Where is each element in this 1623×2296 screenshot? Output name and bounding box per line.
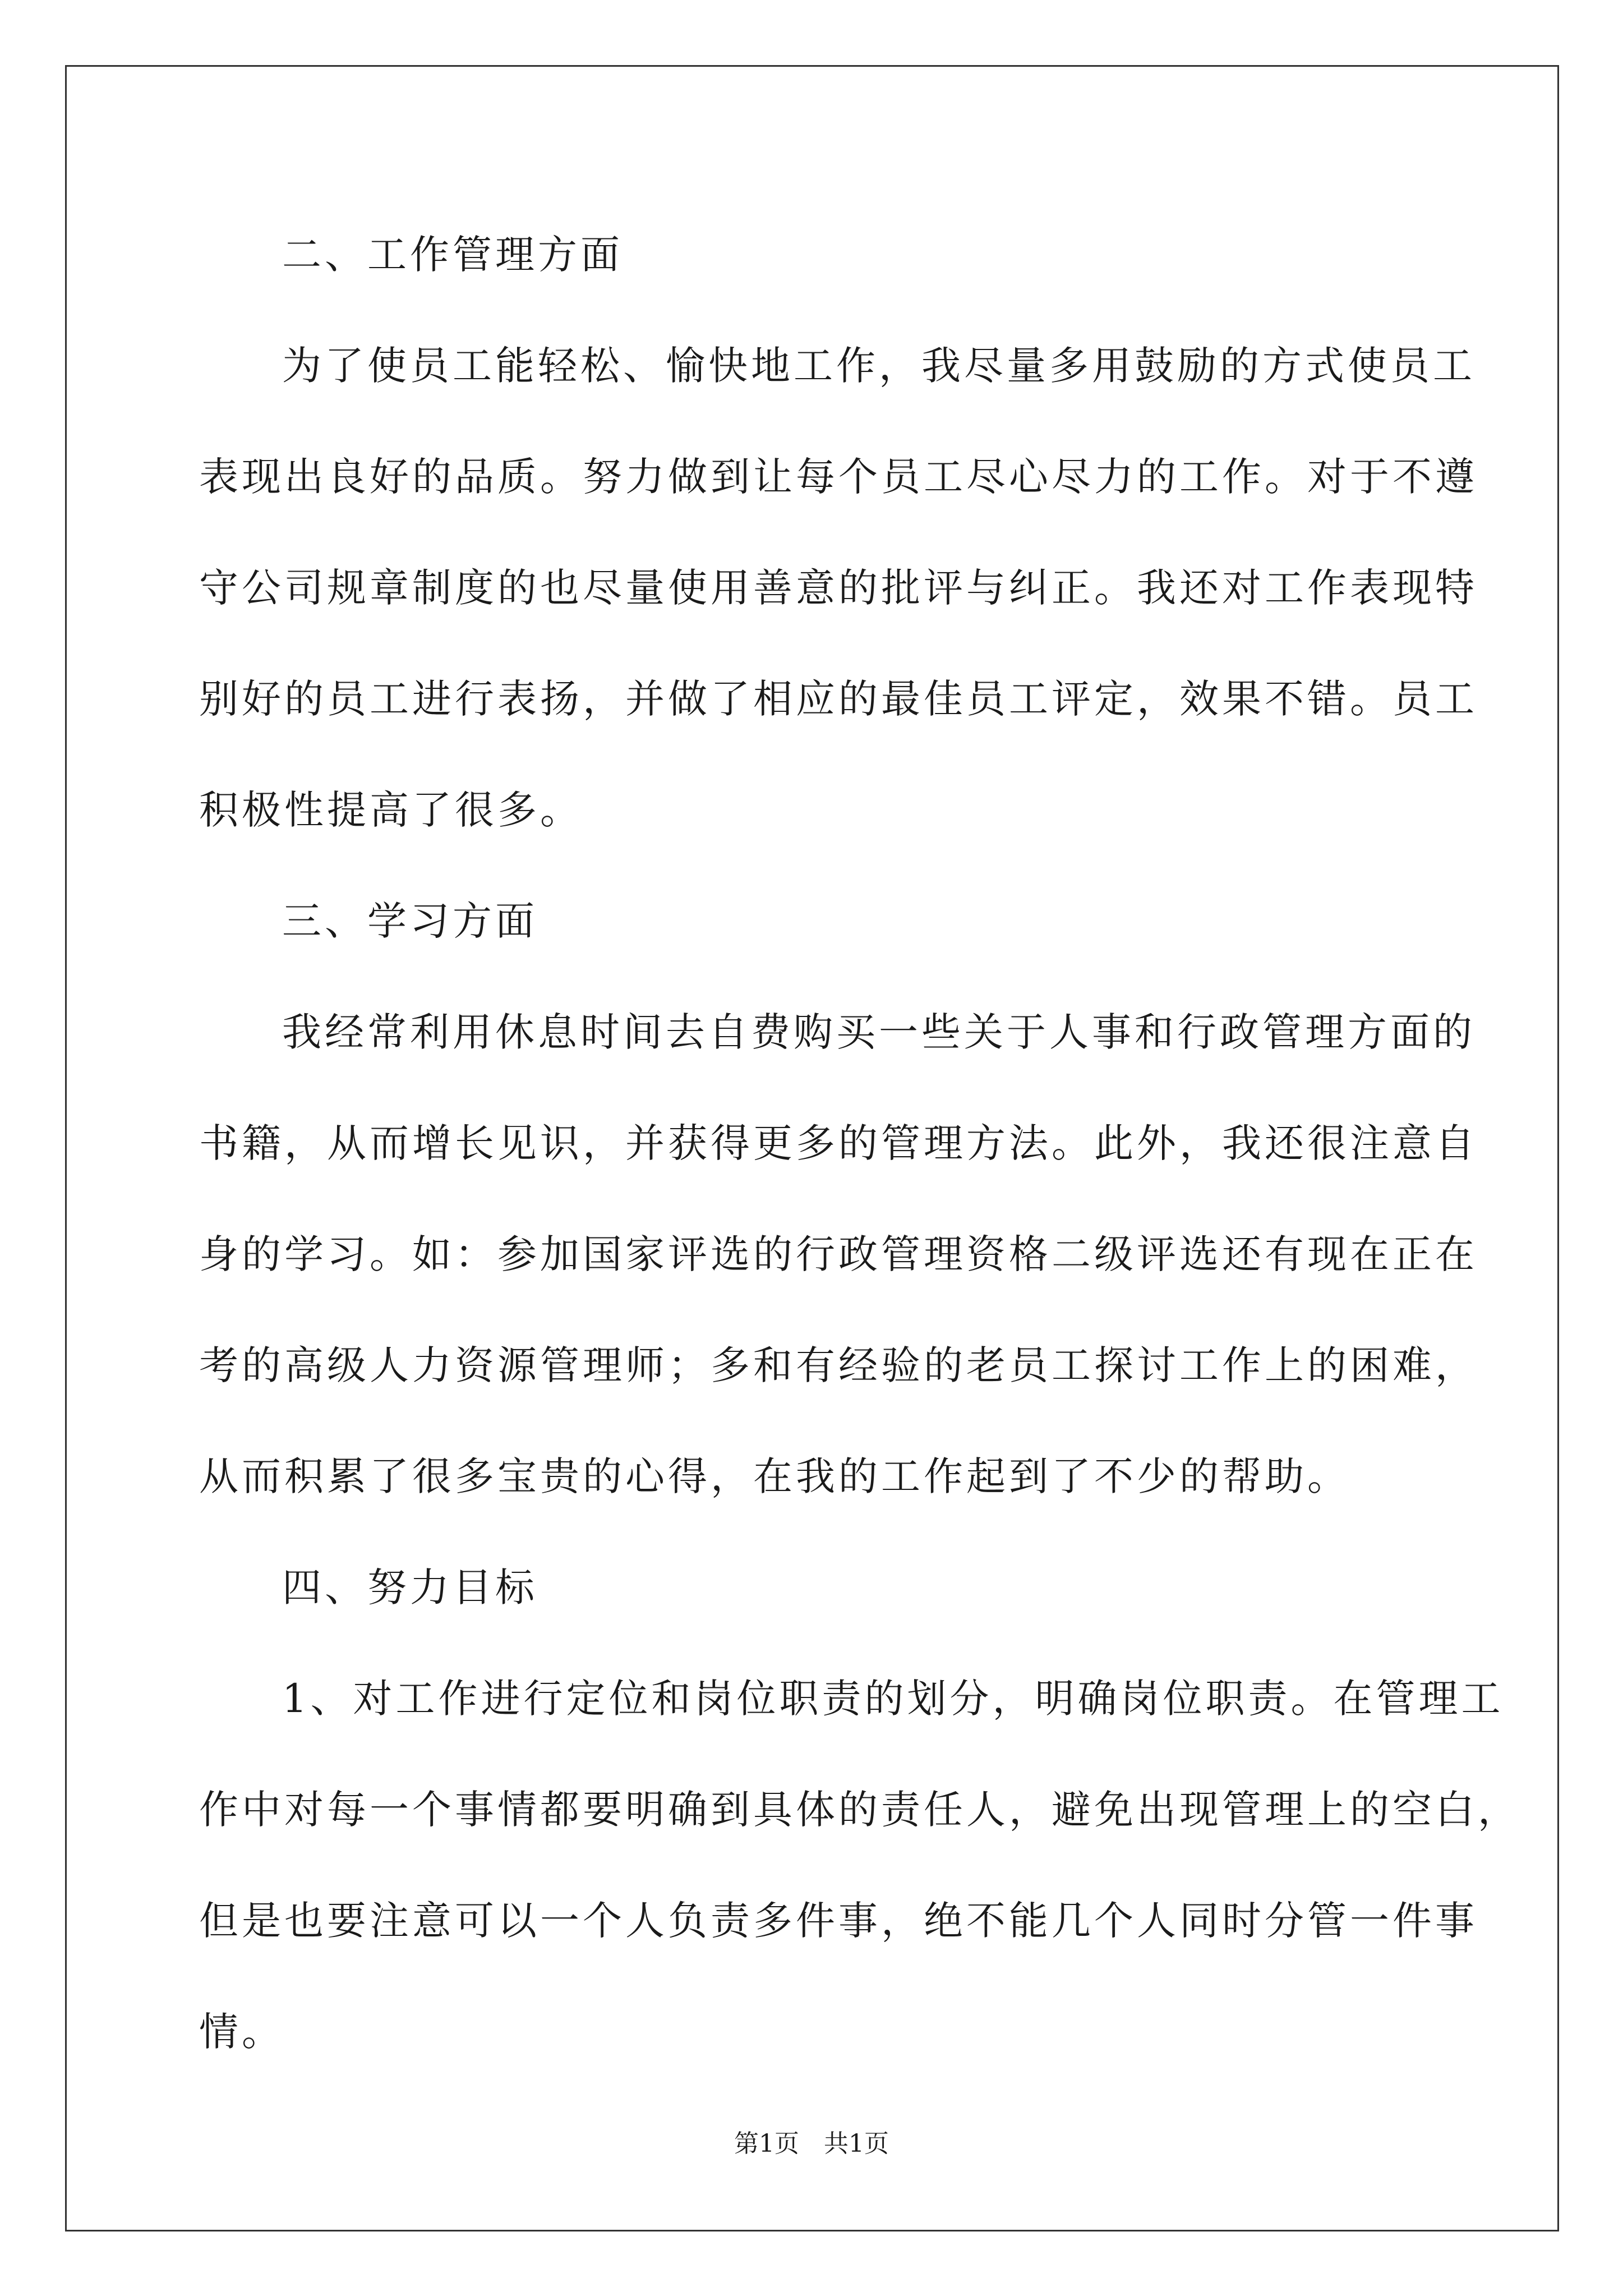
paragraph-line: 守公司规章制度的也尽量使用善意的批评与纠正。我还对工作表现特 bbox=[199, 565, 1478, 611]
section-heading-work-management: 二、工作管理方面 bbox=[282, 232, 623, 278]
paragraph-line: 1、对工作进行定位和岗位职责的划分，明确岗位职责。在管理工 bbox=[282, 1676, 1504, 1722]
paragraph-line: 表现出良好的品质。努力做到让每个员工尽心尽力的工作。对于不遵 bbox=[199, 454, 1478, 500]
paragraph-line: 从而积累了很多宝贵的心得，在我的工作起到了不少的帮助。 bbox=[199, 1453, 1350, 1499]
section-heading-learning: 三、学习方面 bbox=[282, 898, 538, 944]
paragraph-line: 作中对每一个事情都要明确到具体的责任人，避免出现管理上的空白， bbox=[199, 1787, 1520, 1833]
paragraph-line: 别好的员工进行表扬，并做了相应的最佳员工评定，效果不错。员工 bbox=[199, 676, 1478, 722]
document-body bbox=[199, 199, 1520, 2087]
paragraph-line: 我经常利用休息时间去自费购买一些关于人事和行政管理方面的 bbox=[282, 1009, 1476, 1055]
paragraph-line: 为了使员工能轻松、愉快地工作，我尽量多用鼓励的方式使员工 bbox=[282, 343, 1476, 389]
paragraph-line: 身的学习。如：参加国家评选的行政管理资格二级评选还有现在正在 bbox=[199, 1231, 1478, 1277]
page-number-footer: 第1页 共1页 bbox=[734, 2129, 889, 2158]
paragraph-line: 积极性提高了很多。 bbox=[199, 787, 583, 833]
paragraph-line: 但是也要注意可以一个人负责多件事，绝不能几个人同时分管一件事 bbox=[199, 1898, 1478, 1944]
paragraph-line: 考的高级人力资源管理师；多和有经验的老员工探讨工作上的困难， bbox=[199, 1342, 1478, 1388]
paragraph-line: 书籍，从而增长见识，并获得更多的管理方法。此外，我还很注意自 bbox=[199, 1120, 1478, 1166]
section-heading-goals: 四、努力目标 bbox=[282, 1565, 538, 1611]
paragraph-line: 情。 bbox=[199, 2009, 284, 2055]
